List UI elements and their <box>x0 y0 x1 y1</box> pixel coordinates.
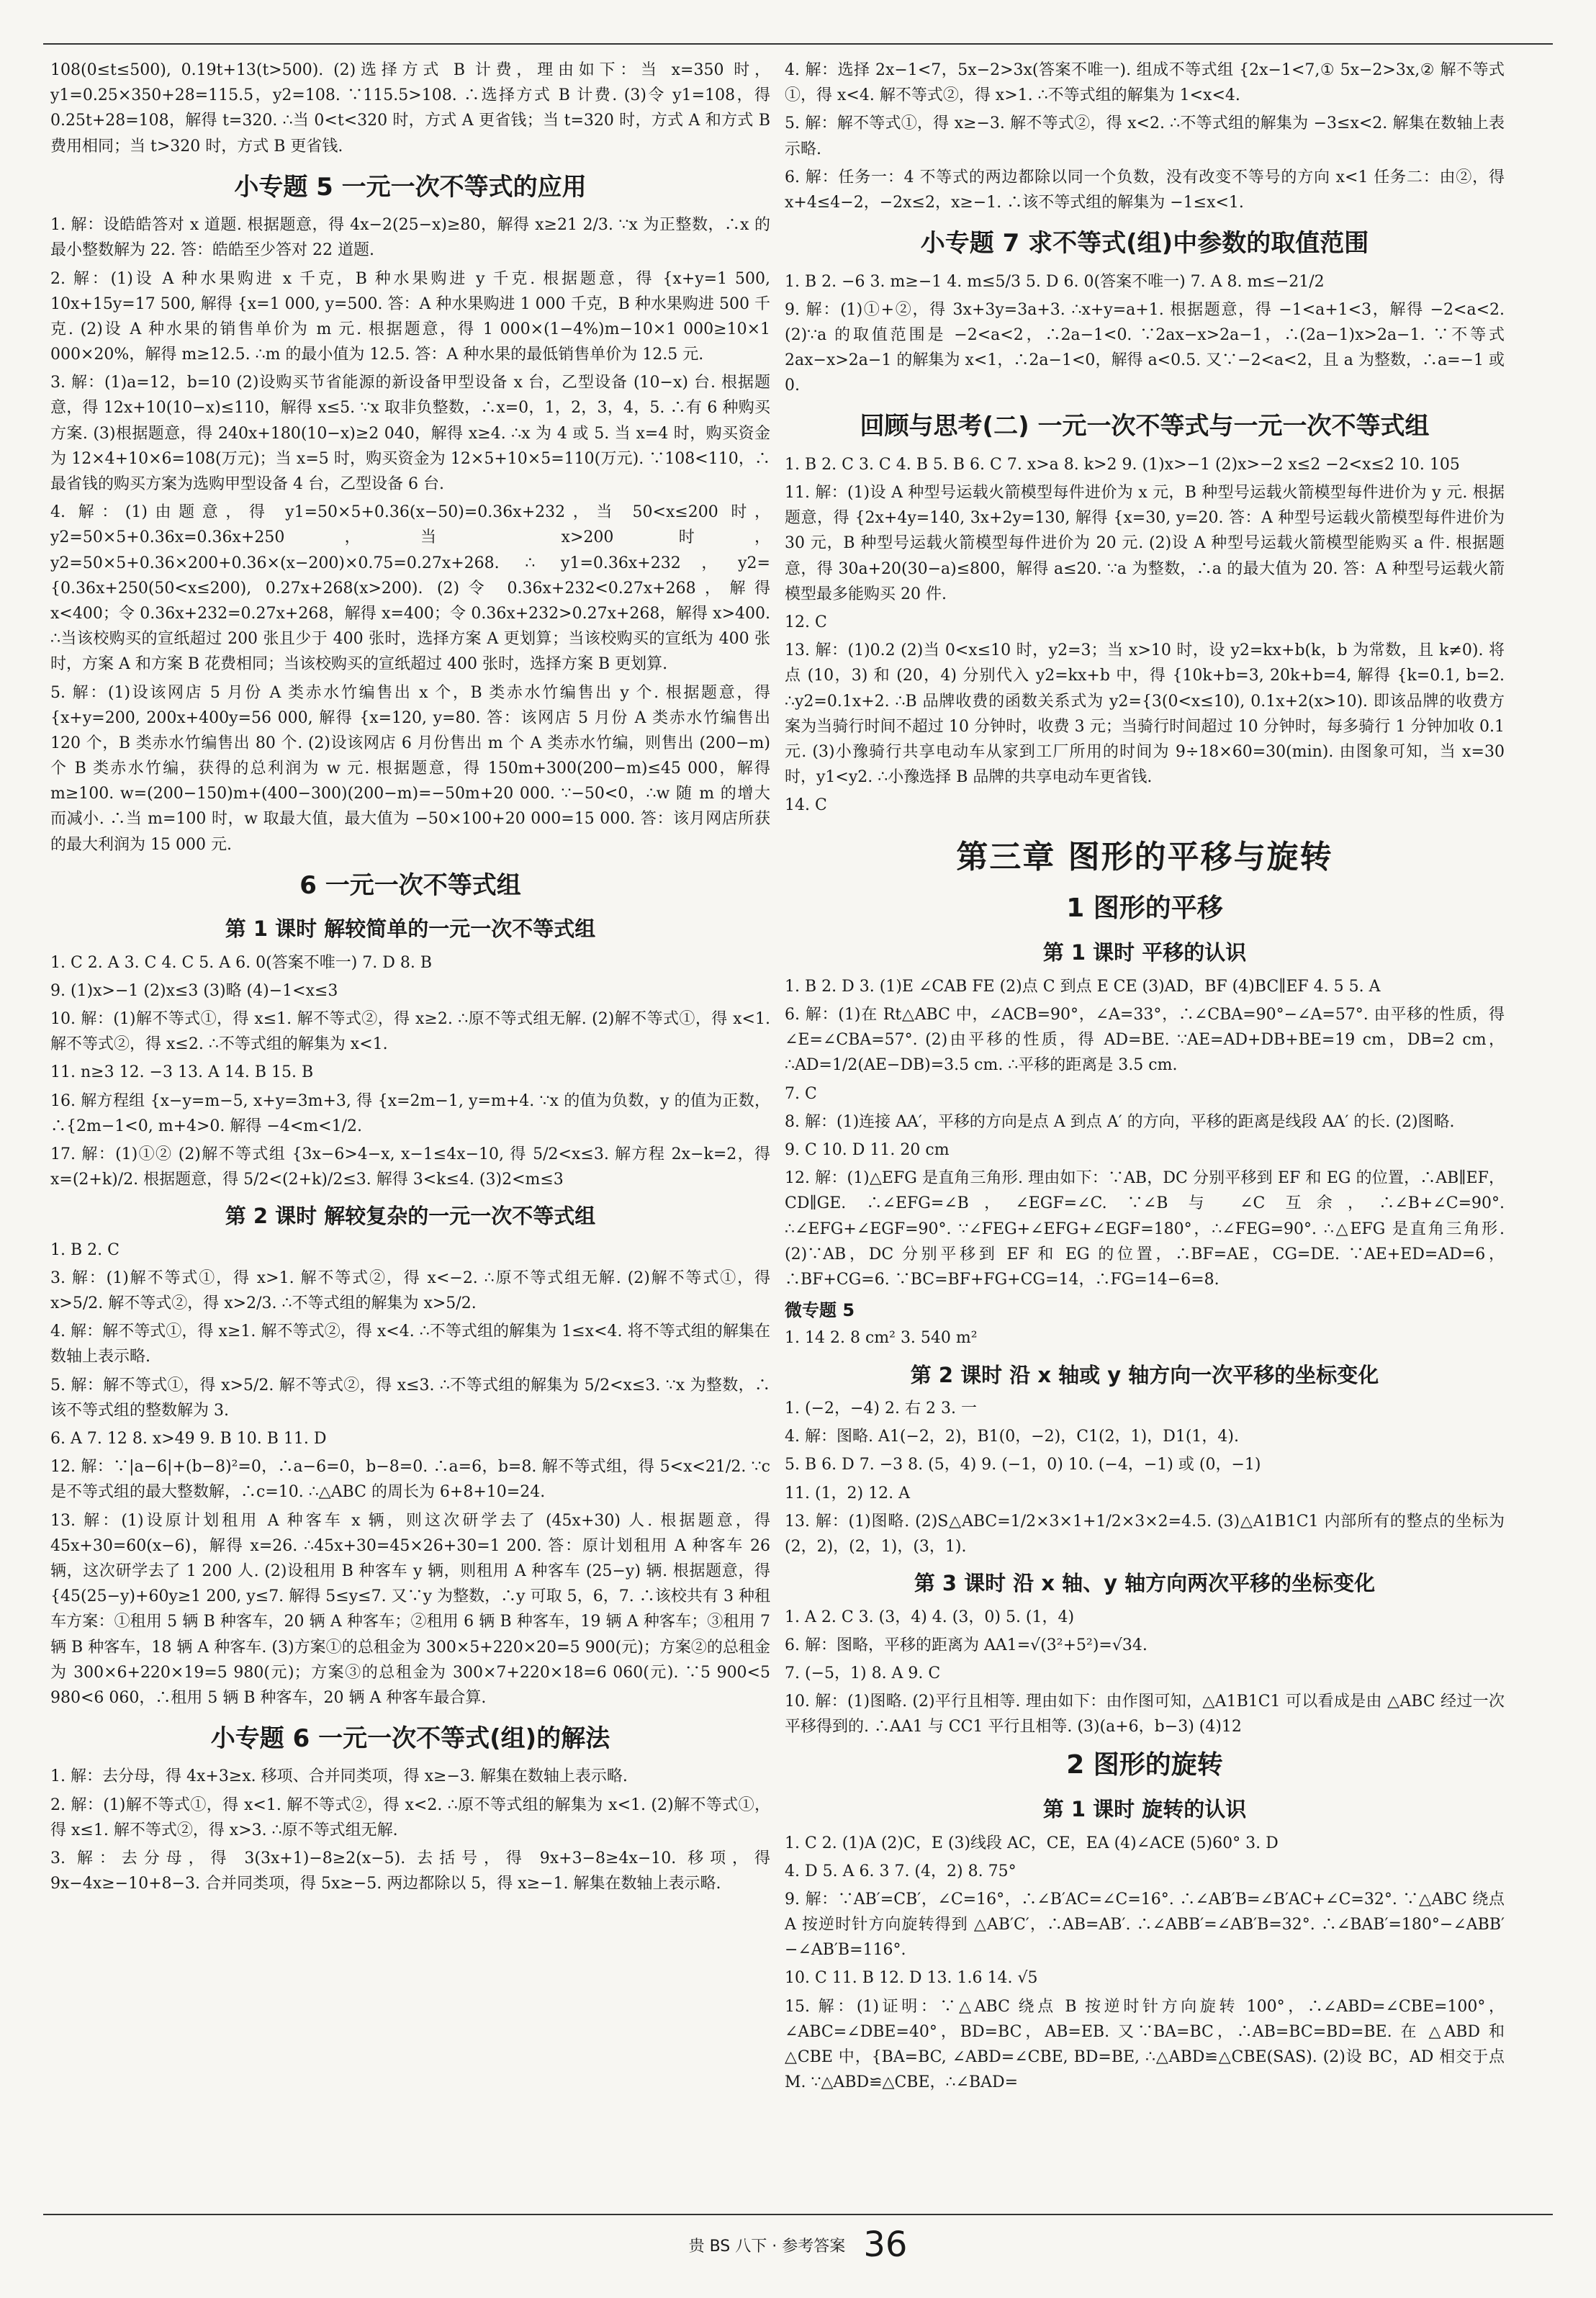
answer-paragraph: 4. D 5. A 6. 3 7. (4，2) 8. 75° <box>785 1862 1016 1880</box>
answer-paragraph: 9. C 10. D 11. 20 cm <box>785 1140 950 1159</box>
answer-paragraph: 4. 解：解不等式①，得 x≥1. 解不等式②，得 x<4. ∴不等式组的解集为 1≤x<4. 将不等式组的解集在数轴上表示略. <box>50 1323 770 1366</box>
answer-paragraph: 6. A 7. 12 8. x>49 9. B 10. B 11. D <box>50 1430 327 1448</box>
lesson-title: 第 2 课时 解较复杂的一元一次不等式组 <box>225 1204 596 1229</box>
chapter-title: 第三章 图形的平移与旋转 <box>956 839 1333 876</box>
answer-paragraph: 7. C <box>785 1084 817 1103</box>
answer-paragraph: 3. 解：(1)解不等式①，得 x>1. 解不等式②，得 x<−2. ∴原不等式组无解. (2)解不等式①，得 x>5/2. 解不等式②，得 x>2/3. ∴不等式组的解集为 x>5/2. <box>50 1269 770 1313</box>
answer-paragraph: 1. 解：去分母，得 4x+3≥x. 移项、合并同类项，得 x≥−3. 解集在数轴上表示略. <box>50 1767 628 1786</box>
answer-paragraph: 4. 解：选择 2x−1<7，5x−2>3x(答案不唯一). 组成不等式组 {2x−1<7,① 5x−2>3x,② 解不等式①，得 x<4. 解不等式②，得 x>1. ∴不等式组的解集为 1<x<4. <box>785 61 1505 105</box>
lesson-title: 第 1 课时 解较简单的一元一次不等式组 <box>225 916 596 942</box>
answer-paragraph: 10. 解：(1)解不等式①，得 x≤1. 解不等式②，得 x≥2. ∴原不等式组无解. (2)解不等式①，得 x<1. 解不等式②，得 x≤2. ∴不等式组的解集为 x<1. <box>50 1009 770 1054</box>
answer-paragraph: 9. (1)x>−1 (2)x≤3 (3)略 (4)−1<x≤3 <box>50 981 338 1000</box>
section-title: 回顾与思考(二) 一元一次不等式与一元一次不等式组 <box>860 412 1430 441</box>
answer-paragraph: 11. n≥3 12. −3 13. A 14. B 15. B <box>50 1063 314 1082</box>
right-block-7 <box>785 1831 1505 2096</box>
answer-paragraph: 3. 解：(1)a=12，b=10 (2)设购买节省能源的新设备甲型设备 x 台，乙型设备 (10−x) 台. 根据题意，得 12x+10(10−x)≤110，解得 x≤5. ∵x 取非负整数，∴x=0，1，2，3，4，5. ∴有 6 种购买方案. (3)根据题意，得 240x+180(10−x)≥2 040，解得 x≥4. ∴x 为 4 或 5. 当 x=4 时，购买资金为 12×4+10×6=108(万元)；当 x=5 时，购买资金为 12×5+10×5=110(万元). ∵108<110，∴最省钱的购买方案为选购甲型设备 4 台，乙型设备 6 台. <box>50 374 770 494</box>
answer-paragraph: 3. 解：去分母，得 3(3x+1)−8≥2(x−5). 去括号，得 9x+3−8≥4x−10. 移项，得 9x−4x≥−10+8−3. 合并同类项，得 5x≥−5. 两边都除以 5，得 x≥−1. 解集在数轴上表示略. <box>50 1849 770 1893</box>
right-column <box>785 58 1505 2098</box>
lesson-title: 第 2 课时 沿 x 轴或 y 轴方向一次平移的坐标变化 <box>910 1362 1379 1387</box>
answer-paragraph: 17. 解：(1)①② (2)解不等式组 {3x−6>4−x, x−1≤4x−10, 得 5/2<x≤3. 解方程 2x−k=2，得 x=(2+k)/2. 根据题意，得 5/2<(2+k)/2≤3. 解得 3<k≤4. (3)2<m≤3 <box>50 1145 770 1189</box>
answer-paragraph: 2. 解：(1)解不等式①，得 x<1. 解不等式②，得 x<2. ∴原不等式组的解集为 x<1. (2)解不等式①，得 x≤1. 解不等式②，得 x>3. ∴原不等式组无解. <box>50 1795 770 1839</box>
answer-paragraph: 5. 解：(1)设该网店 5 月份 A 类赤水竹编售出 x 个，B 类赤水竹编售出 y 个. 根据题意，得 {x+y=200, 200x+400y=56 000, 解得 {x=120, y=80. 答：该网店 5 月份 A 类赤水竹编售出 120 个，B 类赤水竹编售出 80 个. (2)设该网店 6 月份售出 m 个 A 类赤水竹编，则售出 (200−m) 个 B 类赤水竹编，获得的总利润为 w 元. 根据题意，得 150m+300(200−m)≤45 000，解得 m≥100. w=(200−150)m+(400−300)(200−m)=−50m+20 000. ∵−50<0，∴w 随 m 的增大而减小. ∴当 m=100 时，w 取最大值，最大值为 −50×100+20 000=15 000. 答：该月网店所获的最大利润为 15 000 元. <box>50 683 770 854</box>
answer-paragraph: 1. A 2. C 3. (3，4) 4. (3，0) 5. (1，4) <box>785 1608 1075 1626</box>
answer-paragraph: 6. 解：(1)在 Rt△ABC 中，∠ACB=90°，∠A=33°，∴∠CBA=90°−∠A=57°. 由平移的性质，得 ∠E=∠CBA=57°. (2)由平移的性质，得 AD=BE. ∵AE=AD+DB+BE=19 cm，DB=2 cm，∴AD=1/2(AE−DB)=3.5 cm. ∴平移的距离是 3.5 cm. <box>785 1006 1505 1075</box>
left-block-2 <box>50 950 770 1193</box>
answer-paragraph: 4. 解：图略. A1(−2，2)，B1(0，−2)，C1(2，1)，D1(1，4). <box>785 1428 1239 1446</box>
page-footer <box>0 2225 1596 2265</box>
answer-paragraph: 1. C 2. A 3. C 4. C 5. A 6. 0(答案不唯一) 7. D 8. B <box>50 953 433 972</box>
answer-paragraph: 108(0≤t≤500), 0.19t+13(t>500). (2)选择方式 B 计费，理由如下：当 x=350 时，y1=0.25×350+28=115.5，y2=108. ∵115.5>108. ∴选择方式 B 计费. (3)令 y1=108，得 0.25t+28=108，解得 t=320. ∴当 0<t<320 时，方式 A 更省钱；当 t=320 时，方式 A 和方式 B 费用相同；当 t>320 时，方式 B 更省钱. <box>50 61 770 156</box>
bottom-rule <box>43 2214 1553 2215</box>
section-title: 小专题 7 求不等式(组)中参数的取值范围 <box>920 229 1369 258</box>
top-rule <box>43 43 1553 45</box>
answer-paragraph: 6. 解：图略，平移的距离为 AA1=√(3²+5²)=√34. <box>785 1636 1148 1654</box>
lesson-title: 第 3 课时 沿 x 轴、y 轴方向两次平移的坐标变化 <box>914 1571 1376 1596</box>
answer-paragraph: 10. C 11. B 12. D 13. 1.6 14. √5 <box>785 1969 1038 1988</box>
answer-paragraph: 1. (−2，−4) 2. 右 2 3. 一 <box>785 1400 977 1418</box>
micro-topic-title: 微专题 5 <box>785 1300 855 1321</box>
answer-paragraph: 4. 解：(1)由题意，得 y1=50×5+0.36(x−50)=0.36x+232，当 50<x≤200 时，y2=50×5+0.36x=0.36x+250，当 x>200 时，y2=50×5+0.36×200+0.36×(x−200)×0.75=0.27x+268. ∴ y1=0.36x+232，y2={0.36x+250(50<x≤200), 0.27x+268(x>200). (2)令 0.36x+232<0.27x+268，解得 x<400；令 0.36x+232=0.27x+268，解得 x=400；令 0.36x+232>0.27x+268，解得 x>400. ∴当该校购买的宣纸超过 200 张且少于 400 张时，选择方案 A 更划算；当该校购买的宣纸为 400 张时，方案 A 和方案 B 花费相同；当该校购买的宣纸超过 400 张时，选择方案 B 更划算. <box>50 503 770 674</box>
right-block-5 <box>785 1396 1505 1559</box>
left-block-1 <box>50 212 770 857</box>
lesson-title: 第 1 课时 旋转的认识 <box>1042 1797 1247 1822</box>
subsection-title: 2 图形的旋转 <box>1066 1749 1223 1780</box>
section-title: 小专题 5 一元一次不等式的应用 <box>234 172 587 202</box>
right-block-3 <box>785 974 1505 1292</box>
answer-paragraph: 11. (1，2) 12. A <box>785 1484 911 1502</box>
answer-paragraph: 9. 解：∵AB′=CB′，∠C=16°，∴∠B′AC=∠C=16°. ∴∠AB′B=∠B′AC+∠C=32°. ∵△ABC 绕点 A 按逆时针方向旋转得到 △AB′C′，∴AB=AB′. ∴∠ABB′=∠AB′B=32°. ∴∠BAB′=180°−∠ABB′−∠AB′B=116°. <box>785 1890 1505 1960</box>
section-title: 6 一元一次不等式组 <box>299 870 521 900</box>
section-title: 小专题 6 一元一次不等式(组)的解法 <box>210 1724 610 1754</box>
answer-paragraph: 16. 解方程组 {x−y=m−5, x+y=3m+3, 得 {x=2m−1, y=m+4. ∵x 的值为负数，y 的值为正数，∴{2m−1<0, m+4>0. 解得 −4<m<1/2. <box>50 1091 770 1135</box>
answer-paragraph: 5. 解：解不等式①，得 x>5/2. 解不等式②，得 x≤3. ∴不等式组的解集为 5/2<x≤3. ∵x 为整数，∴该不等式组的整数解为 3. <box>50 1376 770 1420</box>
left-block-4 <box>50 1764 770 1896</box>
answer-paragraph: 9. 解：(1)①+②，得 3x+3y=3a+3. ∴x+y=a+1. 根据题意，得 −1<a+1<3，解得 −2<a<2. (2)∵a 的取值范围是 −2<a<2，∴2a−1<0. ∵2ax−x>2a−1，∴(2a−1)x>2a−1. ∵不等式 2ax−x>2a−1 的解集为 x<1，∴2a−1<0，解得 a<0.5. 又∵−2<a<2，且 a 为整数，∴a=−1 或 0. <box>785 300 1505 395</box>
answer-paragraph: 1. B 2. C 3. C 4. B 5. B 6. C 7. x>a 8. k>2 9. (1)x>−1 (2)x>−2 x≤2 −2<x≤2 10. 105 <box>785 455 1460 474</box>
answer-paragraph: 12. 解：∵|a−6|+(b−8)²=0，∴a−6=0，b−8=0. ∴a=6，b=8. 解不等式组，得 5<x<21/2. ∵c 是不等式组的最大整数解，∴c=10. ∴△ABC 的周长为 6+8+10=24. <box>50 1458 770 1502</box>
answer-paragraph: 6. 解：任务一：4 不等式的两边都除以同一个负数，没有改变不等号的方向 x<1 任务二：由②，得 x+4≤4−2，−2x≤2，x≥−1. ∴该不等式组的解集为 −1≤x<1. <box>785 168 1505 212</box>
right-block-2 <box>785 452 1505 819</box>
answer-paragraph: 1. C 2. (1)A (2)C，E (3)线段 AC，CE，EA (4)∠ACE (5)60° 3. D <box>785 1834 1279 1852</box>
answer-paragraph: 5. 解：解不等式①，得 x≥−3. 解不等式②，得 x<2. ∴不等式组的解集为 −3≤x<2. 解集在数轴上表示略. <box>785 114 1505 158</box>
left-block-0 <box>50 58 770 159</box>
right-block-6 <box>785 1605 1505 1740</box>
right-block-1 <box>785 269 1505 399</box>
answer-paragraph: 15. 解：(1)证明：∵△ABC 绕点 B 按逆时针方向旋转 100°，∴∠ABD=∠CBE=100°，∠ABC=∠DBE=40°，BD=BC，AB=EB. 又∵BA=BC，∴AB=BC=BD=BE. 在 △ABD 和 △CBE 中，{BA=BC, ∠ABD=∠CBE, BD=BE, ∴△ABD≌△CBE(SAS). (2)设 BC，AD 相交于点 M. ∵△ABD≌△CBE，∴∠BAD= <box>785 1997 1505 2092</box>
right-block-0 <box>785 58 1505 215</box>
answer-paragraph: 13. 解：(1)0.2 (2)当 0<x≤10 时，y2=3；当 x>10 时，设 y2=kx+b(k，b 为常数，且 k≠0). 将点 (10，3) 和 (20，4) 分别代入 y2=kx+b 中，得 {10k+b=3, 20k+b=4, 解得 {k=0.1, b=2. ∴y2=0.1x+2. ∴B 品牌收费的函数关系式为 y2={3(0<x≤10), 0.1x+2(x>10). 即该品牌的收费方案为当骑行时间不超过 10 分钟时，收费 3 元；当骑行时间超过 10 分钟时，每多骑行 1 分钟加收 0.1 元. (3)小豫骑行共享电动车从家到工厂所用的时间为 9÷18×60=30(min). 由图象可知，当 x=30 时，y1<y2. ∴小豫选择 B 品牌的共享电动车更省钱. <box>785 641 1505 787</box>
answer-paragraph: 2. 解：(1)设 A 种水果购进 x 千克，B 种水果购进 y 千克. 根据题意，得 {x+y=1 500, 10x+15y=17 500, 解得 {x=1 000, y=500. 答：A 种水果购进 1 000 千克，B 种水果购进 500 千克. (2)设 A 种水果的销售单价为 m 元. 根据题意，得 1 000×(1−4%)m−10×1 000≥10×1 000×20%，解得 m≥12.5. ∴m 的最小值为 12.5. 答：A 种水果的最低销售单价为 12.5 元. <box>50 269 770 364</box>
answer-paragraph: 1. B 2. −6 3. m≥−1 4. m≤5/3 5. D 6. 0(答案不唯一) 7. A 8. m≤−21/2 <box>785 272 1325 291</box>
answer-paragraph: 12. 解：(1)△EFG 是直角三角形. 理由如下：∵AB，DC 分别平移到 EF 和 EG 的位置，∴AB∥EF，CD∥GE. ∴∠EFG=∠B，∠EGF=∠C. ∵∠B 与 ∠C 互余，∴∠B+∠C=90°. ∴∠EFG+∠EGF=90°. ∵∠FEG+∠EFG+∠EGF=180°，∴∠FEG=90°. ∴△EFG 是直角三角形. (2)∵AB，DC 分别平移到 EF 和 EG 的位置，∴BF=AE，CG=DE. ∵AE+ED=AD=6，∴BF+CG=6. ∵BC=BF+FG+CG=14，∴FG=14−6=8. <box>785 1169 1505 1289</box>
answer-paragraph: 11. 解：(1)设 A 种型号运载火箭模型每件进价为 x 元，B 种型号运载火箭模型每件进价为 y 元. 根据题意，得 {2x+4y=140, 3x+2y=130, 解得 {x=30, y=20. 答：A 种型号运载火箭模型每件进价为 30 元，B 种型号运载火箭模型每件进价为 20 元. (2)设 A 种型号运载火箭模型能购买 a 件. 根据题意，得 30a+20(30−a)≤800，解得 a≤20. ∵a 为整数，∴a 的最大值为 20. 答：A 种型号运载火箭模型最多能购买 20 件. <box>785 484 1505 603</box>
answer-paragraph: 10. 解：(1)图略. (2)平行且相等. 理由如下：由作图可知，△A1B1C1 可以看成是由 △ABC 经过一次平移得到的. ∴AA1 与 CC1 平行且相等. (3)(a+6，b−3) (4)12 <box>785 1693 1505 1736</box>
left-column <box>50 58 770 1899</box>
answer-paragraph: 1. B 2. C <box>50 1240 120 1259</box>
left-block-3 <box>50 1238 770 1711</box>
answer-paragraph: 7. (−5，1) 8. A 9. C <box>785 1664 941 1682</box>
answer-paragraph: 1. 14 2. 8 cm² 3. 540 m² <box>785 1329 978 1348</box>
lesson-title: 第 1 课时 平移的认识 <box>1042 940 1247 965</box>
right-block-4 <box>785 1325 1505 1351</box>
answer-paragraph: 12. C <box>785 613 827 631</box>
footer-tag: 贵 BS 八下 · 参考答案 <box>688 2237 846 2256</box>
answer-paragraph: 14. C <box>785 796 827 815</box>
answer-paragraph: 5. B 6. D 7. −3 8. (5，4) 9. (−1，0) 10. (−4，−1) 或 (0，−1) <box>785 1456 1261 1474</box>
answer-paragraph: 8. 解：(1)连接 AA′，平移的方向是点 A 到点 A′ 的方向，平移的距离是线段 AA′ 的长. (2)图略. <box>785 1112 1455 1131</box>
answer-paragraph: 1. B 2. D 3. (1)E ∠CAB FE (2)点 C 到点 E CE (3)AD，BF (4)BC∥EF 4. 5 5. A <box>785 977 1381 996</box>
answer-paragraph: 13. 解：(1)图略. (2)S△ABC=1/2×3×1+1/2×3×2=4.5. (3)△A1B1C1 内部所有的整点的坐标为 (2，2)，(2，1)，(3，1). <box>785 1512 1505 1556</box>
answer-paragraph: 13. 解：(1)设原计划租用 A 种客车 x 辆，则这次研学去了 (45x+30) 人. 根据题意，得 45x+30=60(x−6)，解得 x=26. ∴45x+30=45×26+30=1 200. 答：原计划租用 A 种客车 26 辆，这次研学去了 1 200 人. (2)设租用 B 种客车 y 辆，则租用 A 种客车 (25−y) 辆. 根据题意，得 {45(25−y)+60y≥1 200, y≤7. 解得 5≤y≤7. 又∵y 为整数，∴y 可取 5，6，7. ∴该校共有 3 种租车方案：①租用 5 辆 B 种客车，20 辆 A 种客车；②租用 6 辆 B 种客车，19 辆 A 种客车；③租用 7 辆 B 种客车，18 辆 A 种客车. (3)方案①的总租金为 300×5+220×20=5 900(元)；方案②的总租金为 300×6+220×19=5 980(元)；方案③的总租金为 300×7+220×18=6 060(元). ∵5 900<5 980<6 060，∴租用 5 辆 B 种客车，20 辆 A 种客车最合算. <box>50 1511 770 1707</box>
subsection-title: 1 图形的平移 <box>1066 893 1223 923</box>
page-number: 36 <box>863 2225 908 2265</box>
answer-paragraph: 1. 解：设皓皓答对 x 道题. 根据题意，得 4x−2(25−x)≥80，解得 x≥21 2/3. ∵x 为正整数，∴x 的最小整数解为 22. 答：皓皓至少答对 22 道题. <box>50 216 770 260</box>
